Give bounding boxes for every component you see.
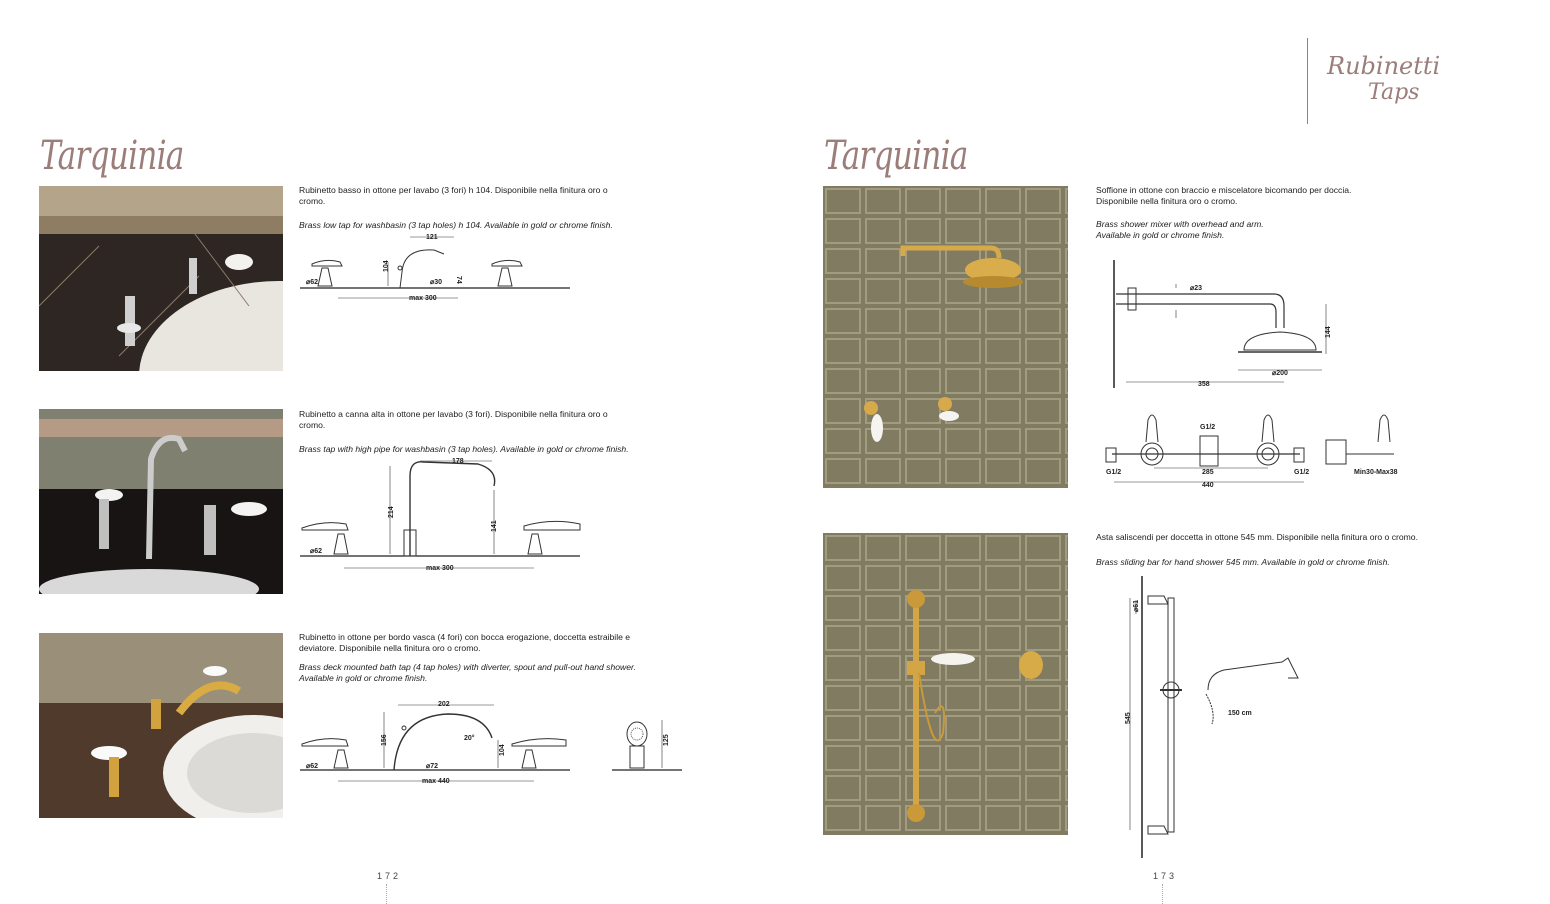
- product-photo-high-tap: [39, 409, 283, 594]
- dim-pipe: ⌀23: [1190, 285, 1203, 292]
- dim-depth: Min30-Max38: [1354, 469, 1398, 476]
- dim-spout: 104: [499, 744, 506, 756]
- page-number-left-rule: [386, 884, 387, 904]
- dim-shower: 125: [663, 734, 670, 746]
- dim-head: ⌀200: [1272, 370, 1288, 377]
- dim-g-right: G1/2: [1294, 469, 1310, 476]
- product-photo-bath-tap: [39, 633, 283, 818]
- description-english: Brass tap with high pipe for washbasin (3 tap holes). Available in gold or chrome finish.: [299, 444, 629, 454]
- technical-drawing-shower-mixer: [1104, 406, 1404, 492]
- description-english: Brass shower mixer with overhead and arm. Available in gold or chrome finish.: [1096, 219, 1264, 240]
- product-photo-sliding-bar: [823, 533, 1068, 835]
- description-italian: Rubinetto a canna alta in ottone per lavabo (3 fori). Disponibile nella finitura oro o cromo.: [299, 409, 608, 430]
- technical-drawing-bath-tap: [298, 696, 690, 790]
- technical-drawing-high-tap: [298, 452, 588, 576]
- dim-base: ⌀62: [310, 548, 323, 555]
- page-number-left: 172: [377, 871, 402, 881]
- dim-spout: 141: [491, 520, 498, 532]
- dim-g-top: G1/2: [1200, 424, 1216, 431]
- brand-title: Rubinetti: [1327, 52, 1441, 80]
- description-english: Brass low tap for washbasin (3 tap holes) h 104. Available in gold or chrome finish.: [299, 220, 613, 230]
- dim-height: 156: [381, 734, 388, 746]
- dim-arm: 358: [1198, 381, 1210, 388]
- dim-width: 178: [452, 458, 464, 465]
- description-italian: Soffione in ottone con braccio e miscelatore bicomando per doccia. Disponibile nella finitura oro o cromo.: [1096, 185, 1352, 206]
- technical-drawing-shower-head: [1104, 258, 1344, 392]
- dim-base: ⌀62: [306, 279, 319, 286]
- description-italian: Rubinetto in ottone per bordo vasca (4 fori) con bocca erogazione, doccetta estraibile e deviatore. Disponibile nella finitura oro o cromo.: [299, 632, 631, 653]
- brand-subtitle: Taps: [1368, 80, 1420, 105]
- page-number-right: 173: [1153, 871, 1178, 881]
- brand-divider: [1307, 38, 1311, 124]
- dim-centers: 285: [1202, 469, 1214, 476]
- product-description-high-tap: [299, 409, 629, 455]
- dim-height: 214: [388, 506, 395, 518]
- dim-total: 440: [1202, 482, 1214, 489]
- dim-g-left: G1/2: [1106, 469, 1122, 476]
- dim-length: 545: [1125, 712, 1132, 724]
- dim-max: max 300: [409, 295, 437, 302]
- dim-hole: ⌀30: [430, 279, 443, 286]
- dim-width: 202: [438, 701, 450, 708]
- page-number-right-rule: [1162, 884, 1163, 904]
- dim-hole: ⌀72: [426, 763, 439, 770]
- description-italian: Asta saliscendi per doccetta in ottone 545 mm. Disponibile nella finitura oro o cromo.: [1096, 532, 1418, 542]
- dim-max: max 440: [422, 778, 450, 785]
- dim-width: 121: [426, 234, 438, 241]
- dim-angle: 20°: [464, 735, 475, 742]
- description-english: Brass deck mounted bath tap (4 tap holes) with diverter, spout and pull-out hand shower. Available in gold or chrome finish.: [299, 662, 636, 683]
- technical-drawing-sliding-bar: [1112, 574, 1312, 862]
- dim-spout: 74: [455, 276, 462, 284]
- right-page-title: Tarquinia: [824, 133, 968, 179]
- dim-max: max 300: [426, 565, 454, 572]
- product-description-bath-tap: [299, 632, 639, 683]
- dim-base: ⌀62: [306, 763, 319, 770]
- left-page-title: Tarquinia: [40, 133, 184, 179]
- description-italian: Rubinetto basso in ottone per lavabo (3 fori) h 104. Disponibile nella finitura oro o cromo.: [299, 185, 608, 206]
- technical-drawing-low-tap: [298, 228, 578, 304]
- dim-hose: 150 cm: [1228, 710, 1252, 717]
- description-english: Brass sliding bar for hand shower 545 mm. Available in gold or chrome finish.: [1096, 556, 1390, 567]
- product-photo-shower-head: [823, 186, 1068, 488]
- dim-height: 144: [1325, 326, 1332, 338]
- dim-bracket: ⌀61: [1133, 599, 1140, 612]
- dim-height: 104: [383, 260, 390, 272]
- product-description-shower-head: [1096, 185, 1426, 240]
- product-description-low-tap: [299, 185, 629, 231]
- product-description-sliding-bar: [1096, 532, 1426, 567]
- product-photo-low-tap: [39, 186, 283, 371]
